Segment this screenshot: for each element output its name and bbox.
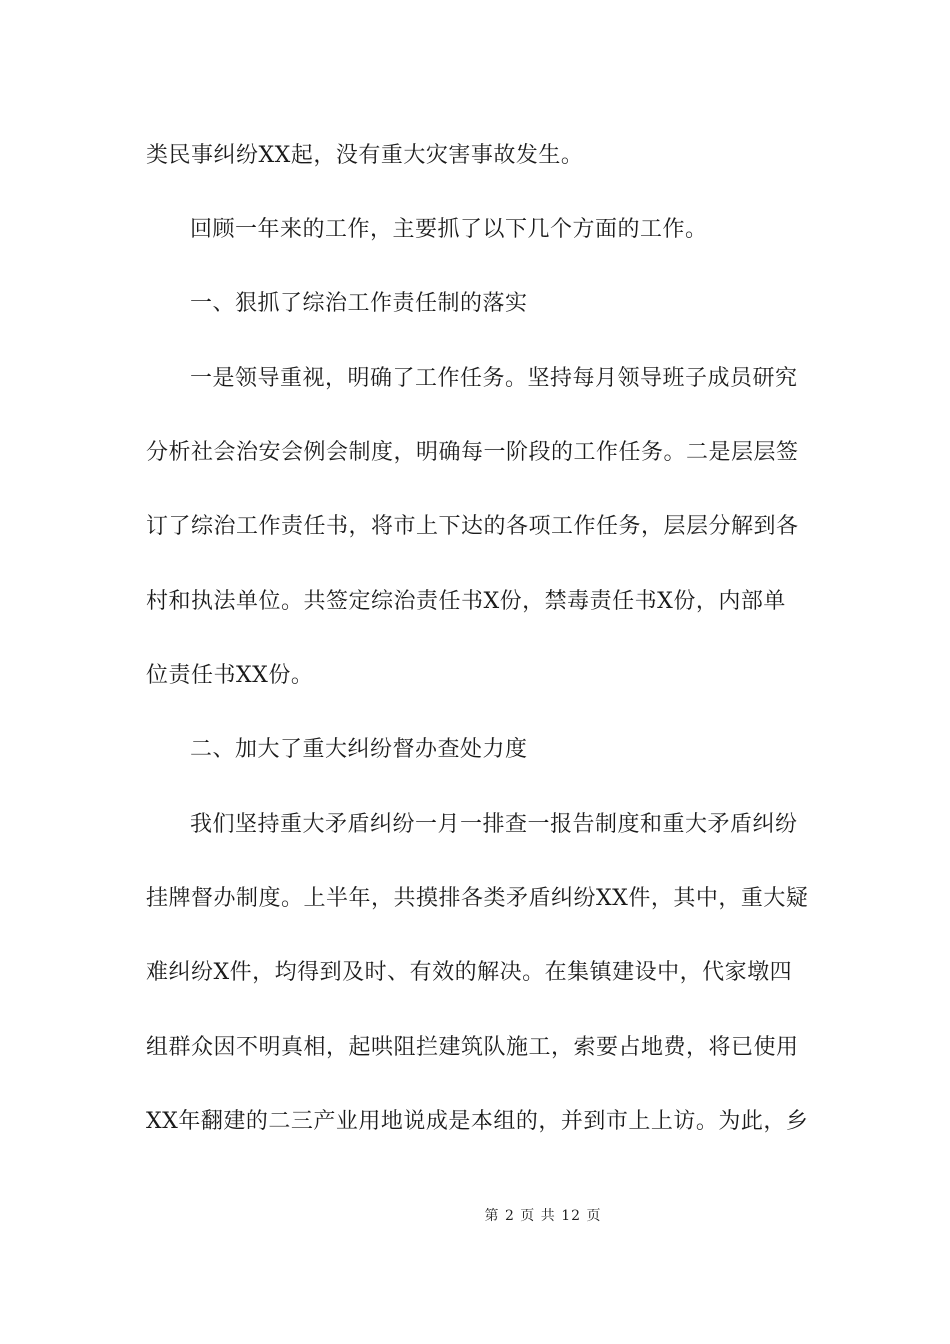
text-line: 组群众因不明真相，起哄阻拦建筑队施工，索要占地费，将已使用 (146, 1035, 799, 1060)
text-line: 难纠纷X件，均得到及时、有效的解决。在集镇建设中，代家墩四 (146, 960, 793, 985)
section-heading: 二、加大了重大纠纷督办查处力度 (190, 737, 528, 762)
text-line: 位责任书XX份。 (146, 663, 314, 688)
section-heading: 一、狠抓了综治工作责任制的落实 (190, 291, 528, 316)
text-line: 我们坚持重大矛盾纠纷一月一排查一报告制度和重大矛盾纠纷 (190, 812, 798, 837)
text-line: 订了综治工作责任书，将市上下达的各项工作任务，层层分解到各 (146, 514, 799, 539)
text-line: 回顾一年来的工作，主要抓了以下几个方面的工作。 (190, 217, 708, 242)
text-line: 一是领导重视，明确了工作任务。坚持每月领导班子成员研究 (190, 366, 798, 391)
text-line: 分析社会治安会例会制度，明确每一阶段的工作任务。二是层层签 (146, 440, 799, 465)
text-line: XX年翻建的二三产业用地说成是本组的，并到市上上访。为此，乡 (146, 1109, 809, 1134)
text-line: 类民事纠纷XX起，没有重大灾害事故发生。 (146, 143, 584, 168)
text-line: 村和执法单位。共签定综治责任书X份，禁毒责任书X份，内部单 (146, 589, 786, 614)
text-line: 挂牌督办制度。上半年，共摸排各类矛盾纠纷XX件，其中，重大疑 (146, 886, 809, 911)
page-number: 第 2 页 共 12 页 (484, 1208, 602, 1224)
